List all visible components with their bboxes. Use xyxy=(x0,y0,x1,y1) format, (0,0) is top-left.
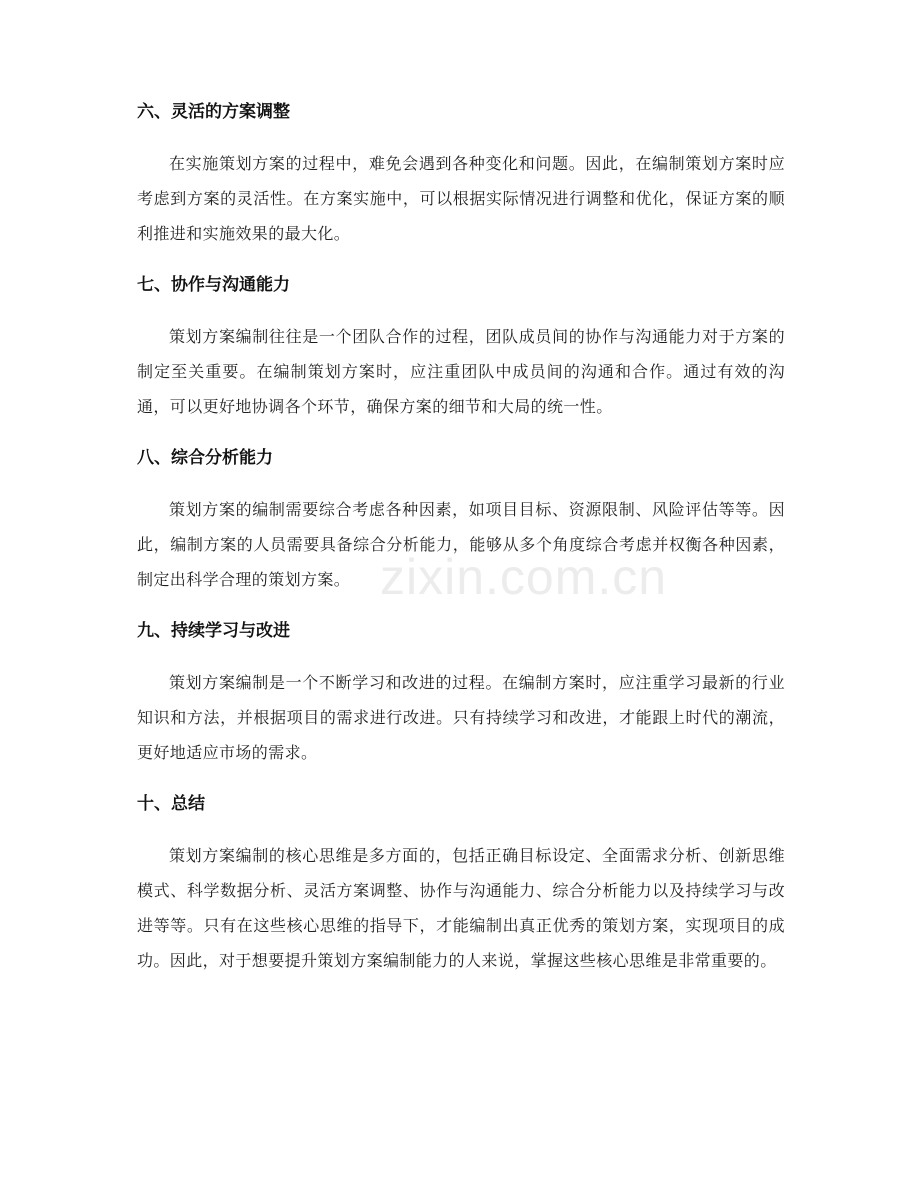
section-collaboration xyxy=(137,273,785,424)
section-paragraph: 策划方案编制的核心思维是多方面的，包括正确目标设定、全面需求分析、创新思维模式、科学数据分析、灵活方案调整、协作与沟通能力、综合分析能力以及持续学习与改进等等。只有在这些核心思维的指导下，才能编制出真正优秀的策划方案，实现项目的成功。因此，对于想要提升策划方案编制能力的人来说，掌握这些核心思维是非常重要的。 xyxy=(137,846,785,970)
section-heading: 十、总结 xyxy=(137,794,205,814)
section-heading: 九、持续学习与改进 xyxy=(137,621,290,641)
section-paragraph: 策划方案编制是一个不断学习和改进的过程。在编制方案时，应注重学习最新的行业知识和方法，并根据项目的需求进行改进。只有持续学习和改进，才能跟上时代的潮流，更好地适应市场的需求。 xyxy=(137,673,785,762)
section-continuous-learning xyxy=(137,619,785,770)
section-paragraph: 策划方案编制往往是一个团队合作的过程，团队成员间的协作与沟通能力对于方案的制定至关重要。在编制策划方案时，应注重团队中成员间的沟通和合作。通过有效的沟通，可以更好地协调各个环节，确保方案的细节和大局的统一性。 xyxy=(137,327,785,416)
section-heading: 八、综合分析能力 xyxy=(137,448,273,468)
watermark: zixin.com.cn xyxy=(380,549,668,605)
section-comprehensive-analysis xyxy=(137,446,785,597)
section-flexible-adjustment xyxy=(137,100,785,251)
section-paragraph: 在实施策划方案的过程中，难免会遇到各种变化和问题。因此，在编制策划方案时应考虑到方案的灵活性。在方案实施中，可以根据实际情况进行调整和优化，保证方案的顺利推进和实施效果的最大化。 xyxy=(137,154,785,243)
document-page xyxy=(137,100,785,1000)
section-heading: 六、灵活的方案调整 xyxy=(137,102,290,122)
section-heading: 七、协作与沟通能力 xyxy=(137,275,290,295)
section-paragraph: 策划方案的编制需要综合考虑各种因素，如项目目标、资源限制、风险评估等等。因此，编制方案的人员需要具备综合分析能力，能够从多个角度综合考虑并权衡各种因素，制定出科学合理的策划方案。 xyxy=(137,500,785,589)
section-summary xyxy=(137,792,785,978)
